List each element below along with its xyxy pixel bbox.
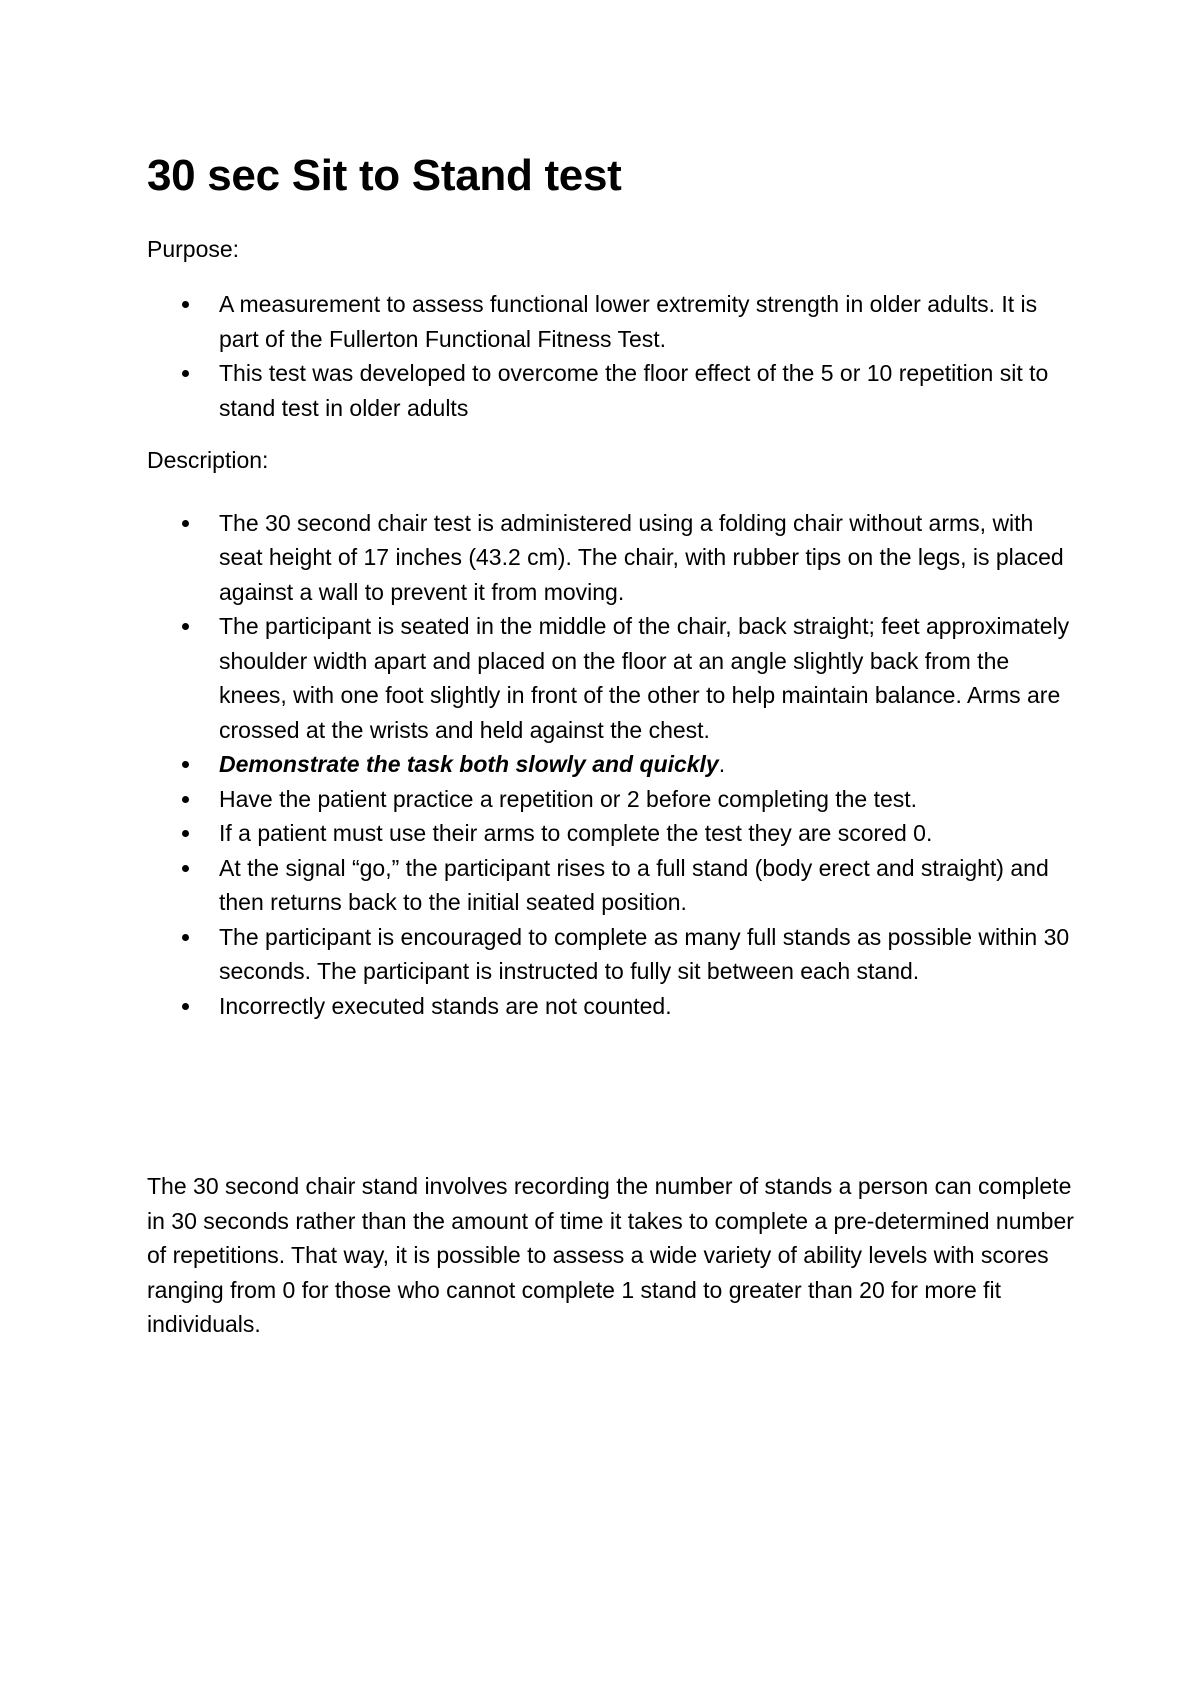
description-item-text: The participant is seated in the middle of the chair, back straight; feet approximately shoulder width apart and placed on the floor at an angle slightly back from the knees, with one foot slightly in front of the other to help maintain balance. Arms are crossed at the wrists and held against the chest. (219, 613, 1070, 743)
bullet-icon (182, 301, 189, 308)
emphasis-suffix: . (718, 751, 726, 778)
description-item (147, 989, 1077, 1024)
emphasis-text: Demonstrate the task both slowly and quickly (219, 751, 719, 778)
bullet-icon (182, 934, 189, 941)
description-item-text: Have the patient practice a repetition or 2 before completing the test. (219, 785, 918, 812)
bullet-icon (182, 520, 189, 527)
bullet-icon (182, 1003, 189, 1010)
description-item-text: The participant is encouraged to complete as many full stands as possible within 30 seconds. The participant is instructed to fully sit between each stand. (219, 923, 1070, 985)
purpose-item-text: A measurement to assess functional lower extremity strength in older adults. It is part of the Fullerton Functional Fitness Test. (219, 291, 1038, 352)
description-item-text: The 30 second chair test is administered using a folding chair without arms, with seat height of 17 inches (43.2 cm). The chair, with rubber tips on the legs, is placed against a wall to prevent it from moving. (219, 509, 1064, 605)
bullet-icon (182, 830, 189, 837)
description-item (147, 816, 1077, 851)
description-item (147, 506, 1077, 610)
description-item-emphasis (147, 747, 1077, 782)
purpose-item (147, 287, 1077, 356)
description-item (147, 920, 1077, 989)
description-label: Description: (147, 447, 269, 474)
purpose-item-text: This test was developed to overcome the floor effect of the 5 or 10 repetition sit to stand test in older adults (219, 360, 1049, 421)
document-title: 30 sec Sit to Stand test (147, 151, 622, 200)
description-list (147, 506, 1077, 1024)
description-item-text: At the signal “go,” the participant rises to a full stand (body erect and straight) and then returns back to the initial seated position. (219, 854, 1049, 916)
bullet-icon (182, 865, 189, 872)
bullet-icon (182, 623, 189, 630)
summary-paragraph: The 30 second chair stand involves recording the number of stands a person can complete in 30 seconds rather than the amount of time it takes to complete a pre-determined number of repetitions. That way, it is possible to assess a wide variety of ability levels with scores ranging from 0 for those who cannot complete 1 stand to greater than 20 for more fit individuals. (147, 1173, 1074, 1338)
description-item (147, 782, 1077, 817)
description-item (147, 609, 1077, 747)
bullet-icon (182, 796, 189, 803)
description-item-text: Incorrectly executed stands are not counted. (219, 992, 672, 1019)
bullet-icon (182, 761, 189, 768)
description-item (147, 851, 1077, 920)
bullet-icon (182, 370, 189, 377)
purpose-item (147, 356, 1077, 425)
purpose-list (147, 287, 1077, 425)
purpose-label: Purpose: (147, 235, 240, 262)
document-content (147, 150, 1077, 1342)
description-item-text: If a patient must use their arms to complete the test they are scored 0. (219, 820, 933, 847)
